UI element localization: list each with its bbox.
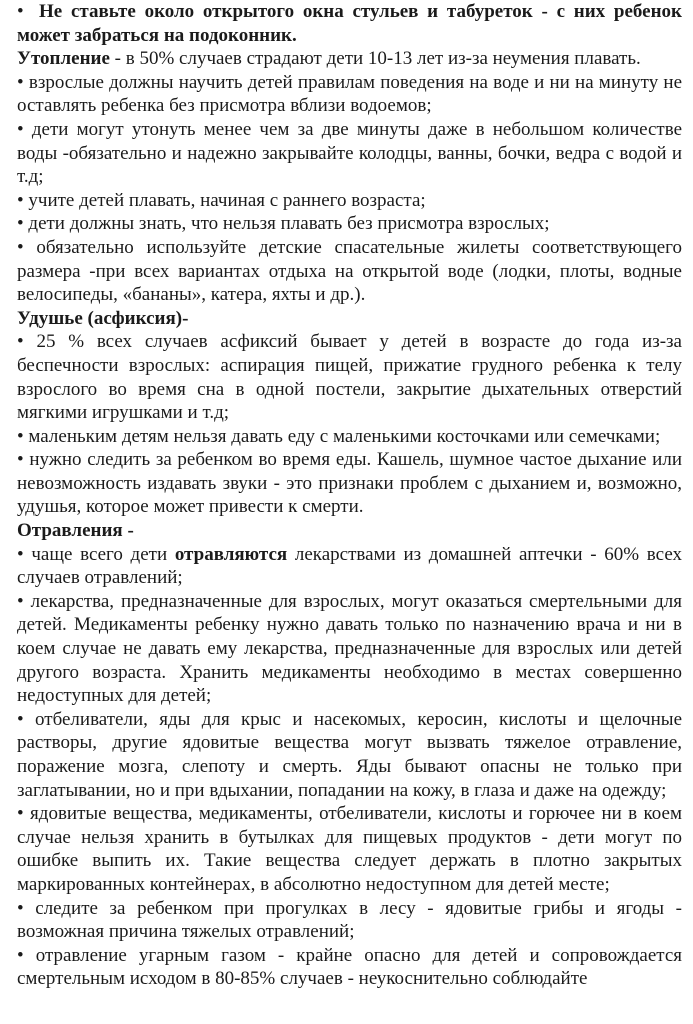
bullet: • [17, 1, 24, 22]
list-item-text: дети могут утонуть менее чем за две минуты даже в небольшом количестве воды -обязательно и надежно закрывайте колодцы, ванны, бочки, ведра с водой и т.д; [17, 118, 683, 188]
list-item: • лекарства, предназначенные для взрослых, могут оказаться смертельными для детей. Медикаменты ребенку нужно давать только по назначению врача и ни в коем случае не давать ему лекарства, предназначенные для взрослых или детей другого возраста. Хранить медикаменты необходимо в местах совершенно недоступных для детей; [17, 590, 682, 707]
intro-text: Не ставьте около открытого окна стульев и табуреток - с них ребенок может забраться на подоконник. [17, 1, 682, 46]
list-item: • чаще всего дети отравляются лекарствами из домашней аптечки - 60% всех случаев отравлений; [17, 543, 683, 589]
drowning-intro [17, 47, 682, 71]
list-item: • следите за ребенком при прогулках в лесу - ядовитые грибы и ягоды - возможная причина тяжелых отравлений; [17, 897, 683, 943]
list-item-text: учите детей плавать, начиная с раннего возраста; [28, 189, 426, 211]
section-title-poisoning: Отравления - [17, 520, 134, 542]
list-item-text: дети должны знать, что нельзя плавать без присмотра взрослых; [28, 213, 550, 235]
list-item-text: маленьким детям нельзя давать еду с маленькими косточками или семечками; [28, 425, 661, 447]
list-item-text: нужно следить за ребенком во время еды. Кашель, шумное частое дыхание или невозможность издавать звуки - это признаки проблем с дыханием и, возможно, удушья, которое может привести к смерти. [17, 449, 683, 518]
list-item-text: 25 % всех случаев асфиксий бывает у детей в возрасте до года из-за беспечности взрослых: аспирация пищей, прижатие грудного ребенка к телу взрослого во время сна в одной постели, закрытие дыхательных отверстий мягкими игрушками и т.д; [17, 331, 682, 424]
list-item-text: следите за ребенком при прогулках в лесу - ядовитые грибы и ягоды - возможная причина тяжелых отравлений; [17, 897, 683, 943]
list-item: • взрослые должны научить детей правилам поведения на воде и ни на минуту не оставлять ребенка без присмотра вблизи водоемов; [17, 71, 682, 117]
list-item: • отбеливатели, яды для крыс и насекомых, керосин, кислоты и щелочные растворы, другие ядовитые вещества могут вызвать тяжелое отравление, поражение мозга, слепоту и смерть. Яды бывают опасны не только при заглатывании, но и при вдыхании, попадании на кожу, в глаза и даже на одежду; [17, 708, 683, 801]
list-item-text: взрослые должны научить детей правилам поведения на воде и ни на минуту не оставлять ребенка без присмотра вблизи водоемов; [17, 71, 682, 117]
list-item: • 25 % всех случаев асфиксий бывает у детей в возрасте до года из-за беспечности взрослых: аспирация пищей, прижатие грудного ребенка к телу взрослого во время сна в одной постели, закрытие дыхательных отверстий мягкими игрушками и т.д; [17, 331, 682, 424]
document-page [17, 0, 682, 991]
list-item: • маленьким детям нельзя давать еду с маленькими косточками или семечками; [17, 425, 661, 447]
list-item-text: лекарства, предназначенные для взрослых, могут оказаться смертельными для детей. Медикаменты ребенку нужно давать только по назначению врача и ни в коем случае не давать ему лекарства, предназначенные для взрослых или детей другого возраста. Хранить медикаменты необходимо в местах совершенно недоступных для детей; [17, 590, 682, 707]
section-title-choking: Удушье (асфиксия)- [17, 307, 189, 329]
list-item: • дети могут утонуть менее чем за две минуты даже в небольшом количестве воды -обязательно и надежно закрывайте колодцы, ванны, бочки, ведра с водой и т.д; [17, 118, 683, 188]
list-item-text: отравление угарным газом - крайне опасно для детей и сопровождается смертельным исходом в 80-85% случаев - неукоснительно соблюдайте [17, 944, 683, 990]
list-item: • нужно следить за ребенком во время еды. Кашель, шумное частое дыхание или невозможность издавать звуки - это признаки проблем с дыханием и, возможно, удушья, которое может привести к смерти. [17, 449, 683, 518]
list-item-text: ядовитые вещества, медикаменты, отбеливатели, кислоты и горючее ни в коем случае нельзя хранить в бутылках для пищевых продуктов - дети могут по ошибке выпить их. Такие вещества следует держать в плотно закрытых маркированных контейнерах, в абсолютно недоступном для детей месте; [17, 803, 682, 895]
list-item: • отравление угарным газом - крайне опасно для детей и сопровождается смертельным исходом в 80-85% случаев - неукоснительно соблюдайте [17, 944, 683, 990]
list-item-text: чаще всего дети [31, 543, 175, 565]
emphasis-text: отравляются [174, 543, 288, 565]
list-item: • учите детей плавать, начиная с раннего возраста; [17, 189, 426, 211]
list-item-text: отбеливатели, яды для крыс и насекомых, керосин, кислоты и щелочные растворы, другие ядовитые вещества могут вызвать тяжелое отравление, поражение мозга, слепоту и смерть. Яды бывают опасны не только при заглатывании, но и при вдыхании, попадании на кожу, в глаза и даже на одежду; [17, 708, 683, 801]
list-item: • обязательно используйте детские спасательные жилеты соответствующего размера -при всех вариантах отдыха на открытой воде (лодки, плоты, водные велосипеды, «бананы», катера, яхты и др.). [17, 236, 682, 306]
list-item-text: лекарствами из домашней аптечки - 60% всех случаев отравлений; [17, 543, 683, 589]
drowning-lead-text: - в 50% случаев страдают дети 10-13 лет из-за неумения плавать. [109, 48, 641, 70]
list-item-text: обязательно используйте детские спасательные жилеты соответствующего размера -при всех вариантах отдыха на открытой воде (лодки, плоты, водные велосипеды, «бананы», катера, яхты и др.). [17, 236, 682, 306]
intro-paragraph [17, 0, 682, 47]
section-title-drowning: Утопление [17, 48, 110, 70]
list-item: • ядовитые вещества, медикаменты, отбеливатели, кислоты и горючее ни в коем случае нельзя хранить в бутылках для пищевых продуктов - дети могут по ошибке выпить их. Такие вещества следует держать в плотно закрытых маркированных контейнерах, в абсолютно недоступном для детей месте; [17, 803, 682, 895]
list-item: • дети должны знать, что нельзя плавать без присмотра взрослых; [17, 213, 550, 235]
